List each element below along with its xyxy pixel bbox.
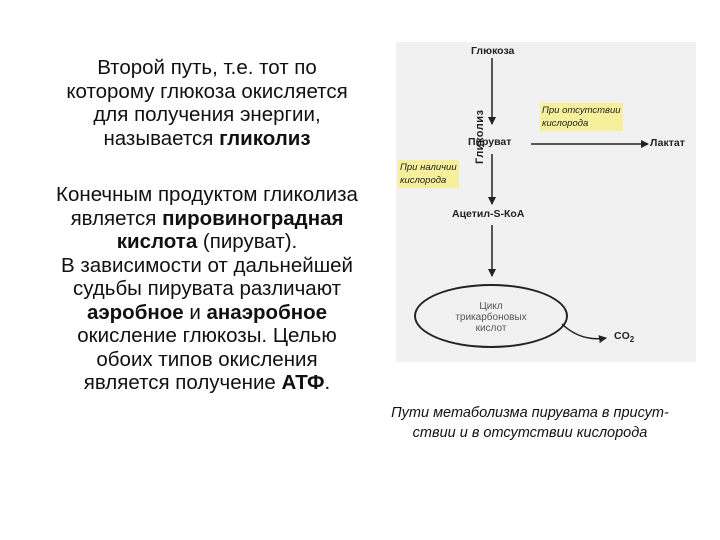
main-line-2-text: является (70, 206, 163, 230)
main-line-2 (22, 207, 392, 231)
main-line-8: обоих типов окисления (96, 347, 318, 371)
term-aerobic: аэробное (86, 300, 184, 324)
label-lactate: Лактат (650, 137, 685, 149)
main-line-6 (22, 301, 392, 325)
term-anaerobic: анаэробное (206, 300, 328, 324)
term-acid: кислота (116, 230, 198, 253)
intro-line-3: для получения энергии, (93, 103, 321, 126)
main-line-6-and: и (183, 300, 207, 324)
label-co2 (614, 330, 634, 344)
label-acetyl-coa: Ацетил-S-КоА (452, 208, 525, 220)
note-with-oxygen (398, 160, 459, 188)
main-line-3-text: (пируват). (197, 230, 298, 253)
krebs-cycle-label (414, 301, 568, 334)
label-glucose: Глюкоза (471, 45, 515, 57)
intro-paragraph (22, 56, 392, 150)
note-no-oxygen-line-2: кислорода (542, 118, 589, 129)
pyruvate-metabolism-diagram (396, 42, 696, 362)
label-glycolysis: Гликолиз (474, 109, 486, 164)
krebs-cycle-line-1: Цикл (479, 301, 503, 312)
note-with-oxygen-line-2: кислорода (400, 175, 447, 186)
label-pyruvate: Пируват (468, 136, 512, 148)
term-pyruvic: пировиноградная (162, 206, 344, 230)
main-line-1: Конечным продуктом гликолиза (56, 183, 358, 206)
main-line-5: судьбы пирувата различают (72, 277, 342, 300)
main-line-9 (22, 371, 392, 395)
note-with-oxygen-line-1: При наличии (400, 162, 457, 173)
note-no-oxygen-line-1: При отсутствии (542, 105, 621, 116)
note-no-oxygen (540, 103, 623, 131)
main-line-9-dot: . (324, 371, 331, 394)
term-atp: АТФ (281, 371, 325, 394)
label-co2-text: CO (614, 330, 630, 342)
intro-line-1: Второй путь, т.е. тот по (97, 56, 317, 79)
intro-line-2: которому глюкоза окисляется (66, 79, 348, 103)
main-paragraph (22, 183, 392, 395)
term-glycolysis: гликолиз (219, 126, 311, 150)
caption-line-2: ствии и в отсутствии кислорода (412, 425, 648, 441)
krebs-cycle-line-3: кислот (475, 323, 507, 334)
main-line-7: окисление глюкозы. Целью (77, 324, 337, 347)
intro-line-4 (22, 127, 392, 151)
label-co2-subscript: 2 (629, 335, 635, 345)
intro-line-4-text: называется (103, 126, 220, 150)
main-line-4: В зависимости от дальнейшей (60, 253, 353, 277)
main-line-3 (22, 230, 392, 254)
main-line-9-text: является получение (83, 371, 282, 394)
diagram-caption (360, 403, 700, 443)
caption-line-1: Пути метаболизма пирувата в присут- (391, 405, 669, 421)
krebs-cycle-line-2: трикарбоновых (455, 312, 527, 323)
arrow-cycle-co2 (562, 324, 606, 339)
